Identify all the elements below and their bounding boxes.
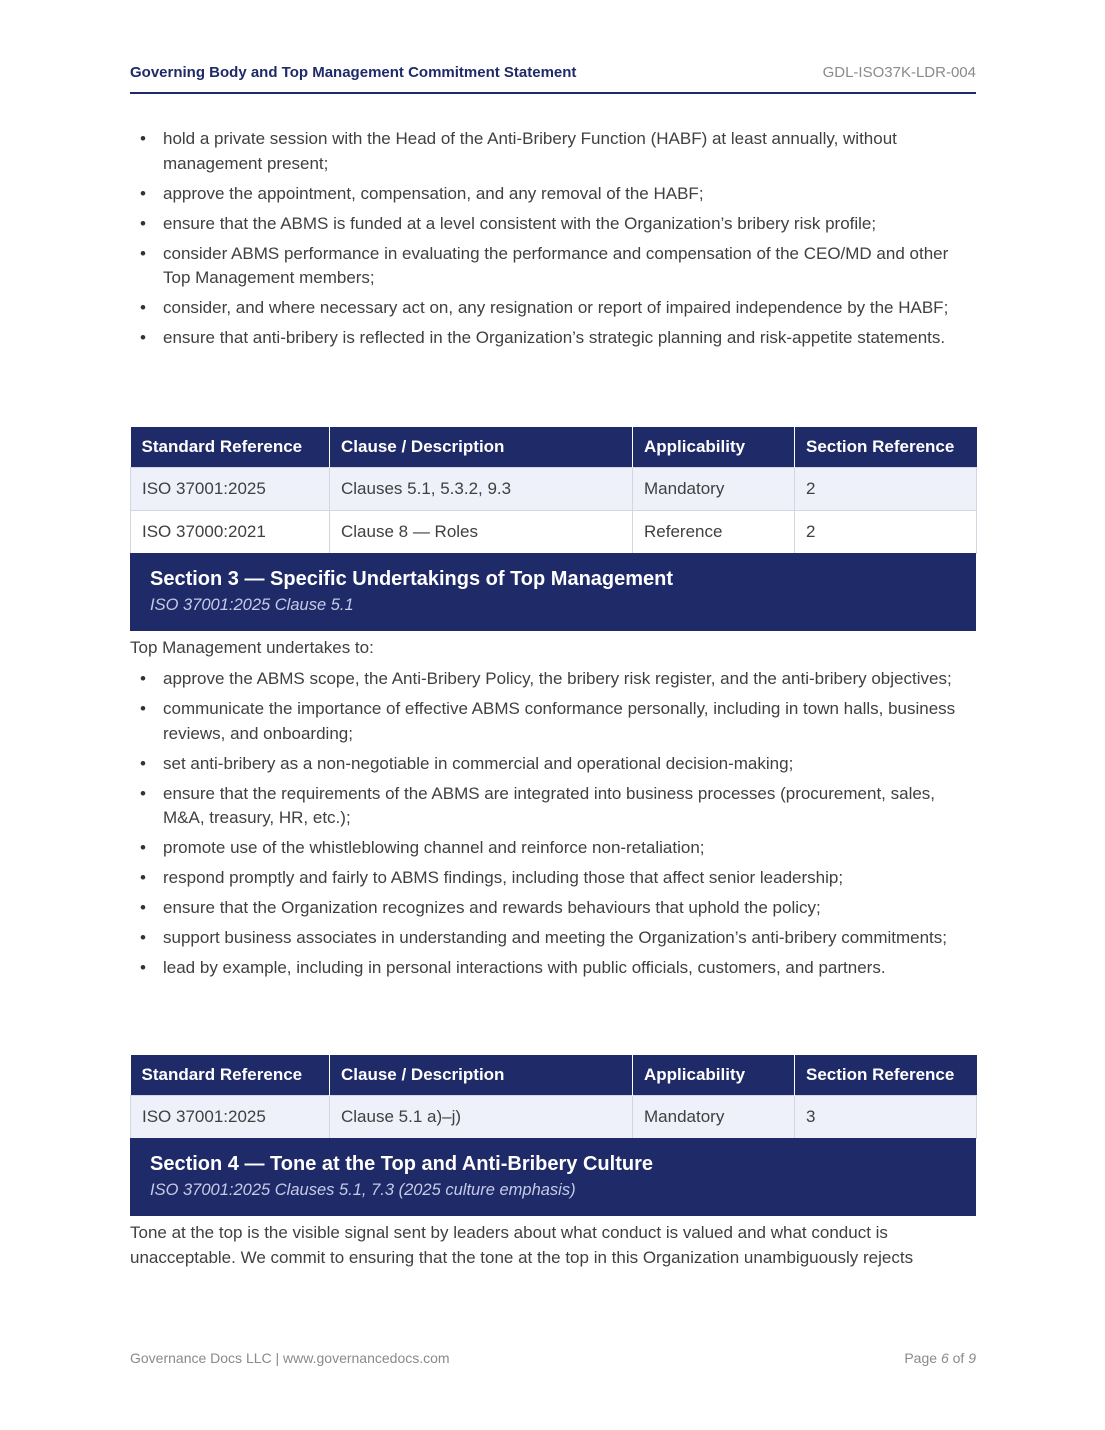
list-item: • ensure that the ABMS is funded at a level consistent with the Organization’s bribery risk profile;: [140, 213, 877, 233]
table-header-row: [131, 427, 977, 468]
cell-section: 3: [795, 1096, 977, 1139]
header-section-reference: Section Reference: [795, 1055, 977, 1096]
list-item: • consider, and where necessary act on, any resignation or report of impaired independence by the HABF;: [140, 298, 949, 317]
list-item: • promote use of the whistleblowing channel and reinforce non-retaliation;: [140, 838, 705, 857]
list-item: • approve the appointment, compensation, and any removal of the HABF;: [140, 183, 704, 203]
cell-standard: ISO 37000:2021: [131, 511, 330, 554]
header-clause-description: Clause / Description: [330, 1055, 633, 1096]
header-section-reference: Section Reference: [795, 427, 977, 468]
page-header: [130, 64, 976, 94]
header-applicability: Applicability: [633, 1055, 795, 1096]
top-management-undertakings-list: [130, 667, 976, 986]
footer-company: Governance Docs LLC | www.governancedocs.com: [130, 1350, 450, 1366]
section-title: Section 4 — Tone at the Top and Anti-Bribery Culture: [150, 1153, 653, 1175]
list-item: • approve the ABMS scope, the Anti-Bribery Policy, the bribery risk register, and the anti-bribery objectives;: [140, 669, 952, 688]
table-row: [131, 468, 977, 511]
table-row: [131, 1096, 977, 1139]
list-item: • lead by example, including in personal interactions with public officials, customers, and partners.: [140, 958, 886, 977]
cell-clause: Clauses 5.1, 5.3.2, 9.3: [330, 468, 633, 511]
header-clause-description: Clause / Description: [330, 427, 633, 468]
standards-reference-table-2: [130, 1055, 977, 1139]
list-item: • ensure that anti-bribery is reflected in the Organization’s strategic planning and risk-appetite statements.: [140, 328, 946, 347]
list-item: • set anti-bribery as a non-negotiable in commercial and operational decision-making;: [140, 753, 794, 773]
cell-applicability: Mandatory: [633, 1096, 795, 1139]
section-subtitle: ISO 37001:2025 Clauses 5.1, 7.3 (2025 culture emphasis): [150, 1181, 576, 1199]
cell-standard: ISO 37001:2025: [131, 1096, 330, 1139]
table-row: [131, 511, 977, 554]
standards-reference-table-1: [130, 427, 977, 554]
section-4-paragraph: Tone at the top is the visible signal sent by leaders about what conduct is valued and what conduct is unacceptable. We commit to ensuring that the tone at the top in this Organization unambiguously rejects: [130, 1223, 914, 1267]
header-applicability: Applicability: [633, 427, 795, 468]
document-title: Governing Body and Top Management Commitment Statement: [130, 64, 577, 81]
section-4-heading: [130, 1138, 976, 1216]
header-standard-reference: Standard Reference: [131, 427, 330, 468]
governing-body-duties-list: [130, 127, 976, 356]
list-item: • ensure that the requirements of the ABMS are integrated into business processes (procurement, sales, M&A, treasury, HR, etc.);: [140, 783, 936, 827]
cell-section: 2: [795, 468, 977, 511]
cell-applicability: Reference: [633, 511, 795, 554]
section-title: Section 3 — Specific Undertakings of Top Management: [150, 568, 674, 590]
document-code: GDL-ISO37K-LDR-004: [822, 64, 976, 81]
cell-applicability: Mandatory: [633, 468, 795, 511]
list-item: • support business associates in understanding and meeting the Organization’s anti-bribery commitments;: [140, 928, 947, 947]
list-item: • hold a private session with the Head of the Anti-Bribery Function (HABF) at least annually, without management present;: [140, 129, 897, 173]
section-3-intro: Top Management undertakes to:: [130, 638, 374, 657]
cell-standard: ISO 37001:2025: [131, 468, 330, 511]
table-header-row: [131, 1055, 977, 1096]
section-subtitle: ISO 37001:2025 Clause 5.1: [150, 596, 354, 614]
header-standard-reference: Standard Reference: [131, 1055, 330, 1096]
footer-page-number: Page 6 of 9: [904, 1350, 976, 1366]
cell-clause: Clause 5.1 a)–j): [330, 1096, 633, 1139]
cell-section: 2: [795, 511, 977, 554]
section-3-heading: [130, 553, 976, 631]
cell-clause: Clause 8 — Roles: [330, 511, 633, 554]
list-item: • respond promptly and fairly to ABMS findings, including those that affect senior leadership;: [140, 868, 844, 887]
list-item: • ensure that the Organization recognizes and rewards behaviours that uphold the policy;: [140, 898, 821, 917]
list-item: • consider ABMS performance in evaluating the performance and compensation of the CEO/MD and other Top Management members;: [140, 243, 949, 287]
list-item: • communicate the importance of effective ABMS conformance personally, including in town halls, business reviews, and onboarding;: [140, 699, 956, 743]
